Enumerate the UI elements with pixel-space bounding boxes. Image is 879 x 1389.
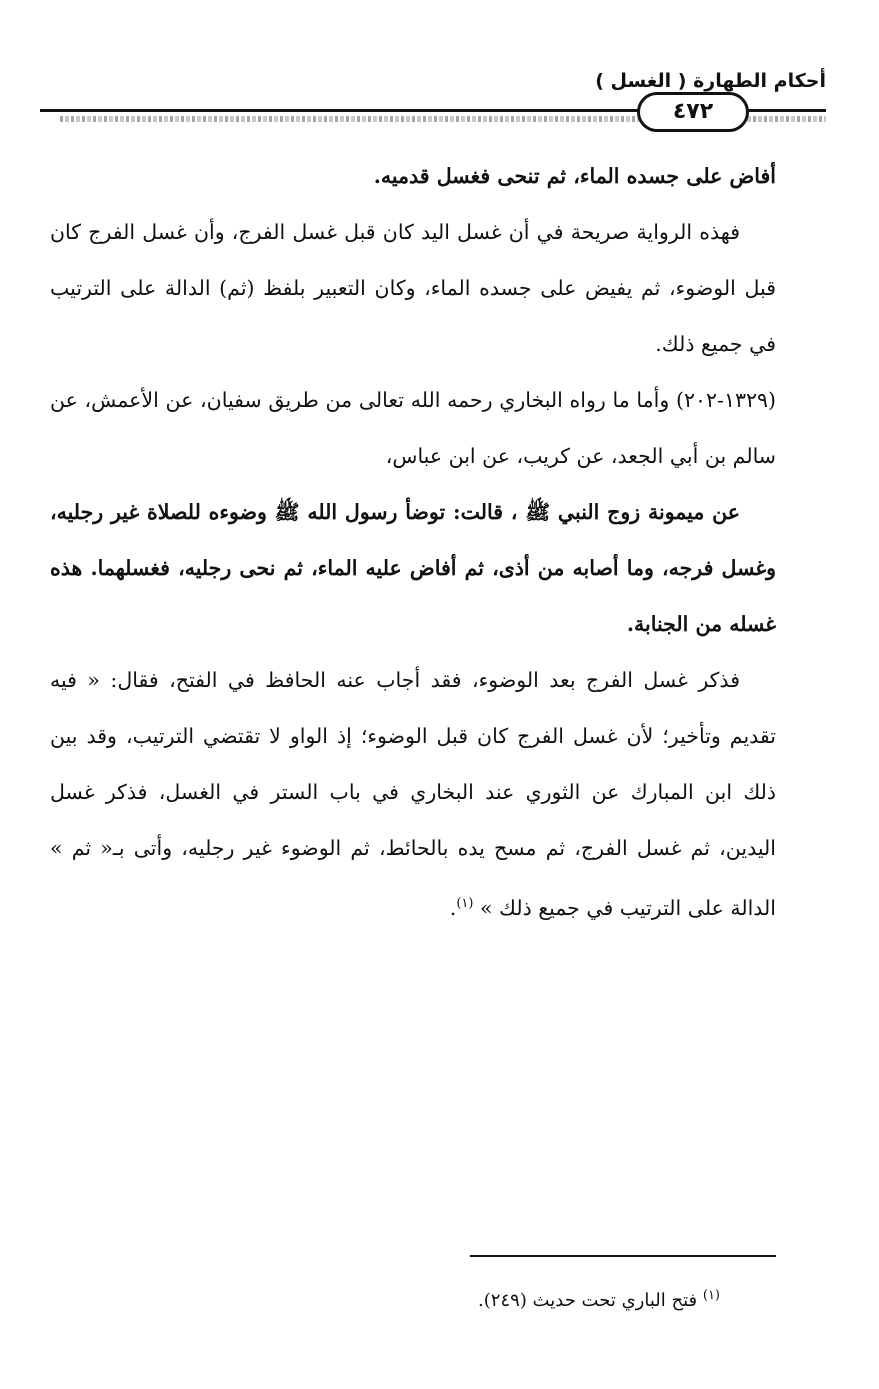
paragraph-explanation: فذكر غسل الفرج بعد الوضوء، فقد أجاب عنه الحافظ في الفتح، فقال: « فيه تقديم وتأخير؛ لأن غسل الفرج كان قبل الوضوء؛ إذ الواو لا تقتضي الترتيب، وقد بين ذلك ابن المبارك عن الثوري عند البخاري في باب الستر في الغسل، فذكر غسل اليدين، ثم غسل الفرج، ثم مسح يده بالحائط، ثم الوضوء غير رجليه، وأتى بـ« ثم » الدالة على الترتيب في جميع ذلك » $^{(١)}$. xyxy=(50,668,776,920)
footnote xyxy=(300,1276,720,1321)
footnote-text: فتح الباري تحت حديث (٢٤٩). xyxy=(478,1290,698,1311)
paragraph-hadith-end: أفاض على جسده الماء، ثم تنحى فغسل قدميه. xyxy=(373,164,776,188)
footnote-ref: (١) xyxy=(456,896,474,911)
main-text xyxy=(50,148,776,936)
footnote-marker: (١) xyxy=(702,1288,720,1303)
paragraph-explanation-text: فذكر غسل الفرج بعد الوضوء، فقد أجاب عنه الحافظ في الفتح، فقال: « فيه تقديم وتأخير؛ لأن غسل الفرج كان قبل الوضوء؛ إذ الواو لا تقتضي الترتيب، وقد بين ذلك ابن المبارك عن الثوري عند البخاري في باب الستر في الغسل، فذكر غسل اليدين، ثم غسل الفرج، ثم مسح يده بالحائط، ثم الوضوء غير رجليه، وأتى بـ« ثم » الدالة على الترتيب في جميع ذلك » xyxy=(50,668,776,920)
running-head xyxy=(40,66,826,124)
paragraph-hadith-matn: عن ميمونة زوج النبي ﷺ ، قالت: توضأ رسول الله ﷺ وضوءه للصلاة غير رجليه، وغسل فرجه، وما أصابه من أذى، ثم أفاض عليه الماء، ثم نحى رجليه، فغسلهما. هذه غسله من الجنابة. xyxy=(50,500,776,636)
page-number: ٤٧٢ xyxy=(637,92,749,132)
footnote-rule xyxy=(470,1255,776,1257)
running-title: أحكام الطهارة ( الغسل ) xyxy=(595,70,826,92)
paragraph-commentary: فهذه الرواية صريحة في أن غسل اليد كان قبل غسل الفرج، وأن غسل الفرج كان قبل الوضوء، ثم يفيض على جسده الماء، وكان التعبير بلفظ (ثم) الدالة على الترتيب في جميع ذلك. xyxy=(50,220,776,356)
paragraph-isnad: (١٣٢٩-٢٠٢) وأما ما رواه البخاري رحمه الله تعالى من طريق سفيان، عن الأعمش، عن سالم بن أبي الجعد، عن كريب، عن ابن عباس، xyxy=(50,388,776,468)
